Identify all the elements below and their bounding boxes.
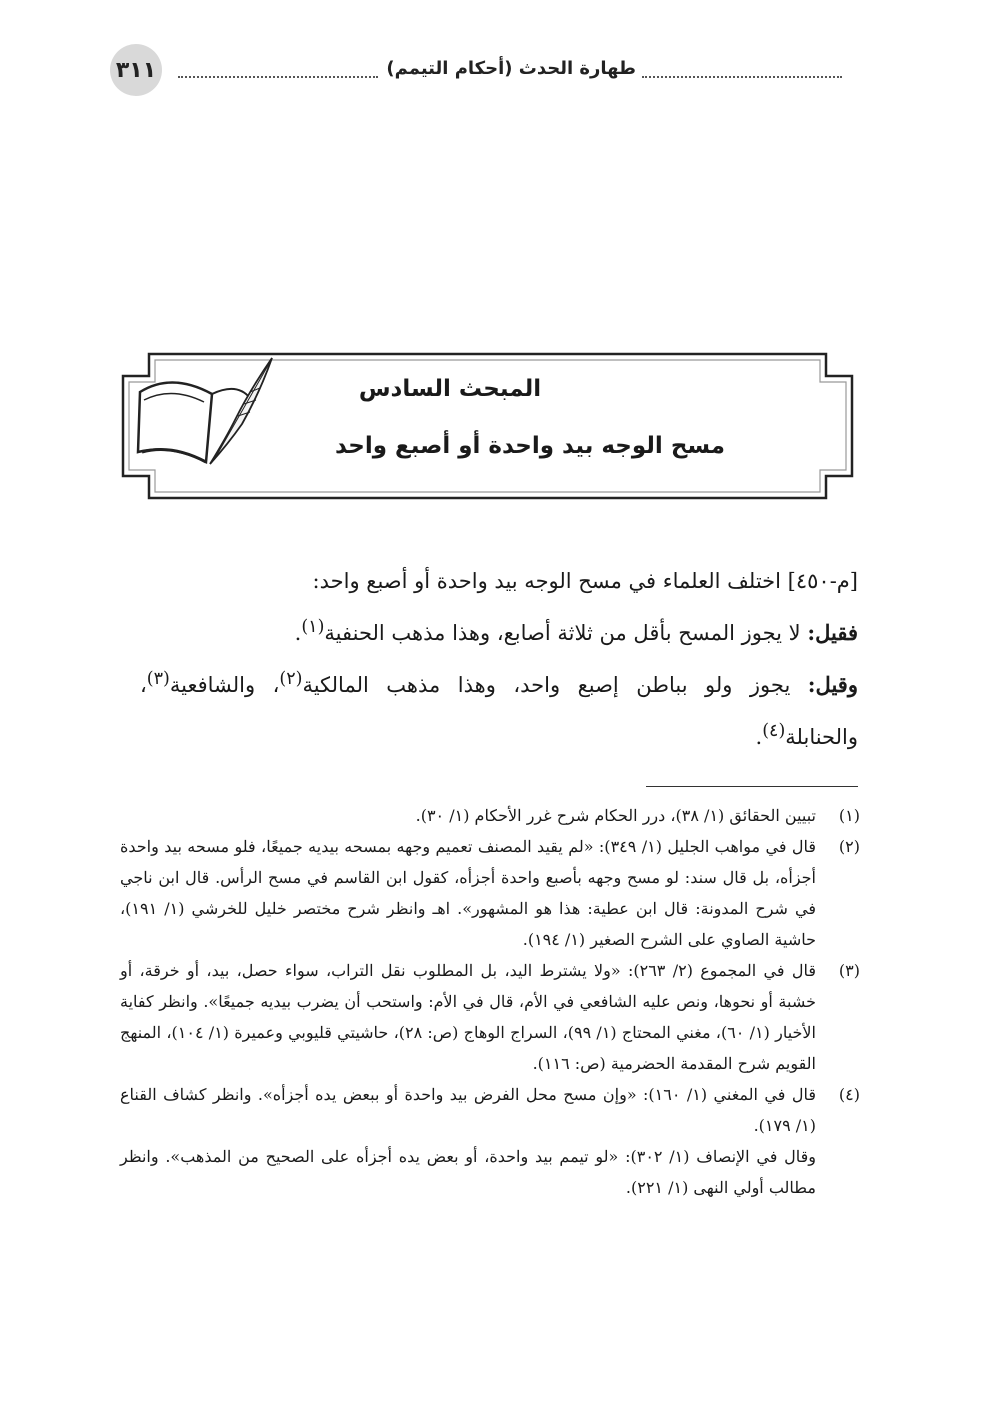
footnote-text: قال في المغني (١/ ١٦٠): «وإن مسح محل الفرض بيد واحدة أو ببعض يده أجزأه». وانظر كشاف القناع (١/ ١٧٩). bbox=[120, 1085, 816, 1135]
opinion-1-end: . bbox=[294, 621, 302, 645]
opinion-2-text-a: يجوز ولو بباطن إصبع واحد، وهذا مذهب المالكية bbox=[302, 673, 808, 697]
page-number: ٣١١ bbox=[110, 44, 162, 96]
header-dotted-rule-right bbox=[642, 76, 842, 78]
main-text bbox=[140, 558, 858, 760]
paragraph-opinion-1 bbox=[140, 604, 858, 656]
footnote-text: قال في المجموع (٢/ ٢٦٣): «ولا يشترط اليد، بل المطلوب نقل التراب، سواء حصل، بيد، أو خرقة، أو خشبة أو نحوها، ونص عليه الشافعي في الأم، قال في الأم: واستحب أن يضرب بيديه جميعًا». وانظر كفاية الأخيار (١/ ٦٠)، مغني المحتاج (١/ ٩٩)، السراج الوهاج (ص: ٢٨)، حاشيتي قليوبي وعميرة (١/ ١٠٤)، المنهج القويم شرح المقدمة الحضرمية (ص: ١١٦). bbox=[120, 961, 817, 1073]
footnote-1 bbox=[120, 800, 860, 831]
opinion-2-end: . bbox=[755, 725, 763, 749]
section-title: المبحث السادس bbox=[358, 376, 542, 402]
section-subtitle: مسح الوجه بيد واحدة أو أصبع واحد bbox=[334, 433, 726, 459]
opinion-2-lead: وقيل: bbox=[807, 672, 858, 697]
paragraph-intro: [م-٤٥٠] اختلف العلماء في مسح الوجه بيد واحدة أو أصبع واحد: bbox=[312, 569, 858, 593]
footnote-ref-4[interactable]: (٤) bbox=[762, 721, 786, 741]
footnote-ref-3[interactable]: (٣) bbox=[146, 669, 170, 689]
footnote-number: (١) bbox=[838, 806, 860, 825]
paragraph-opinion-2 bbox=[140, 656, 858, 760]
footnote-separator bbox=[646, 786, 858, 787]
opinion-2-text-b: ، والشافعية bbox=[169, 673, 280, 697]
footnote-4-continuation: وقال في الإنصاف (١/ ٣٠٢): «لو تيمم بيد واحدة، أو بعض يده أجزأه على الصحيح من المذهب». وانظر مطالب أولي النهى (١/ ٢٢١). bbox=[120, 1147, 817, 1197]
footnote-number: (٢) bbox=[838, 837, 860, 856]
footnote-number: (٤) bbox=[838, 1085, 860, 1104]
footnote-number: (٣) bbox=[838, 961, 860, 980]
footnotes bbox=[120, 800, 860, 1203]
opinion-1-lead: فقيل: bbox=[807, 620, 858, 645]
book-and-quill-icon bbox=[132, 352, 282, 476]
footnote-text: قال في مواهب الجليل (١/ ٣٤٩): «لم يقيد المصنف تعميم وجهه بمسحه بيديه جميعًا، فلو مسحه بيد واحدة أجزأه، بل قال سند: لو مسح وجهه بأصبع واحدة أجزأه، كقول ابن القاسم في مسح الرأس. قال ابن ناجي في شرح المدونة: قال ابن عطية: هذا هو المشهور». اهـ وانظر شرح مختصر خليل للخرشي (١/ ١٩١)، حاشية الصاوي على الشرح الصغير (١/ ١٩٤). bbox=[120, 837, 817, 949]
footnote-2 bbox=[120, 831, 860, 955]
opinion-2-text-c: ، والحنابلة bbox=[140, 673, 858, 749]
opinion-1-text: لا يجوز المسح بأقل من ثلاثة أصابع، وهذا مذهب الحنفية bbox=[324, 621, 808, 645]
footnote-4 bbox=[120, 1079, 860, 1141]
header-dotted-rule-left bbox=[178, 76, 378, 78]
footnote-ref-2[interactable]: (٢) bbox=[279, 669, 303, 689]
running-title: طهارة الحدث (أحكام التيمم) bbox=[386, 58, 636, 79]
footnote-3 bbox=[120, 955, 860, 1079]
footnote-text: تبيين الحقائق (١/ ٣٨)، درر الحكام شرح غرر الأحكام (١/ ٣٠). bbox=[415, 806, 816, 825]
footnote-ref-1[interactable]: (١) bbox=[301, 617, 325, 637]
